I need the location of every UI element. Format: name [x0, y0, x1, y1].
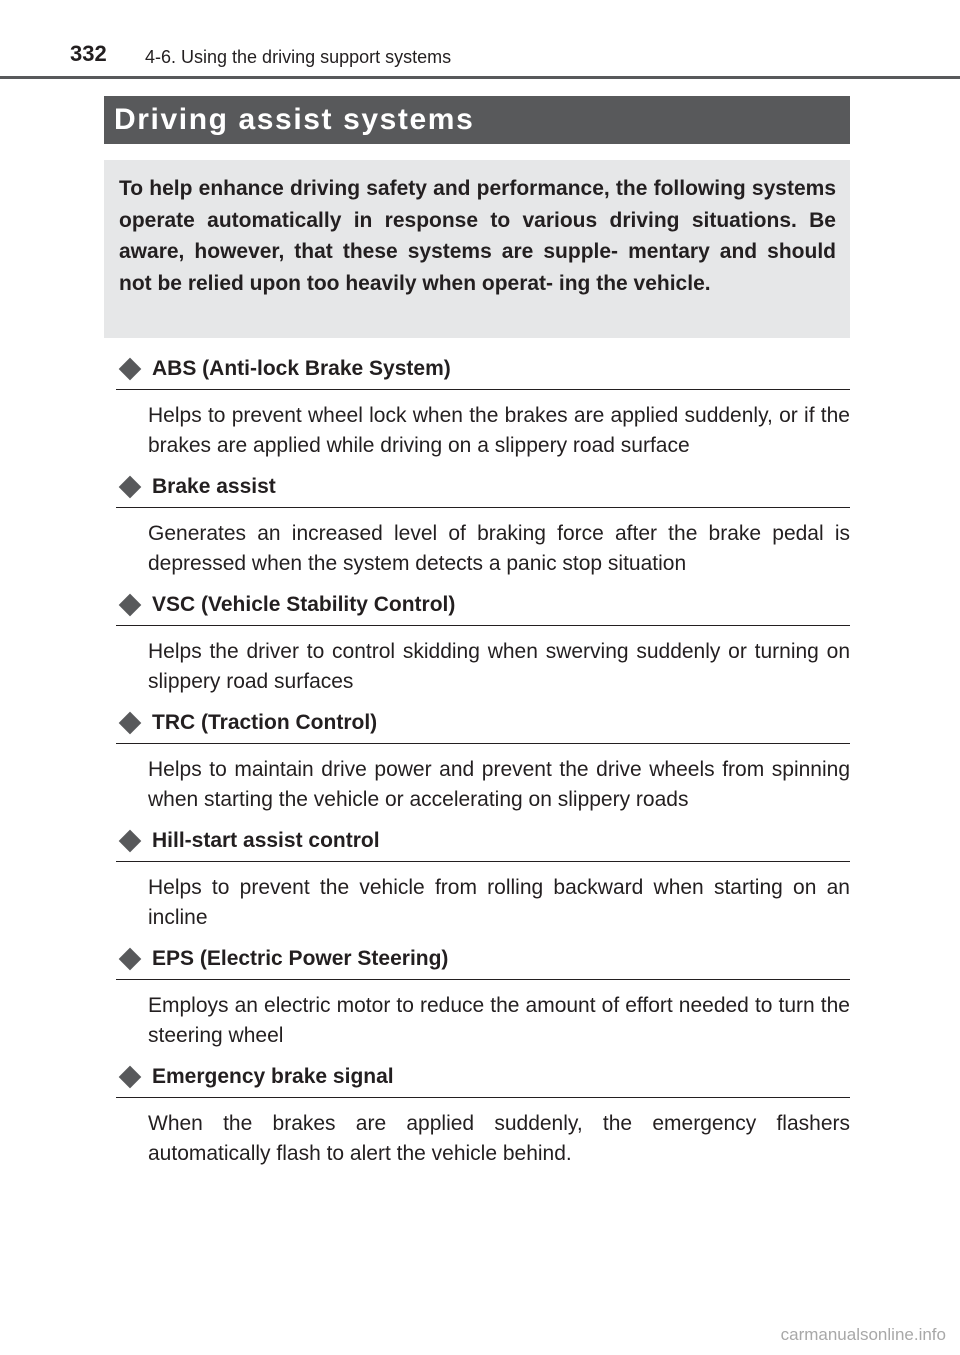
section-body: Helps to prevent the vehicle from rolling backward when starting on an incline	[148, 876, 850, 929]
section-heading	[116, 824, 850, 862]
section-title: EPS (Electric Power Steering)	[152, 946, 449, 970]
section-hill-start	[116, 824, 850, 933]
page-title: Driving assist systems	[114, 103, 475, 136]
section-title: Emergency brake signal	[152, 1064, 394, 1088]
diamond-bullet-icon	[119, 947, 142, 970]
section-body: Helps to maintain drive power and prevent the drive wheels from spinning when starting the vehicle or accelerating on slippery roads	[148, 758, 850, 811]
section-vsc	[116, 588, 850, 697]
section-body: Employs an electric motor to reduce the amount of effort needed to turn the steering wheel	[148, 994, 850, 1047]
section-eps	[116, 942, 850, 1051]
section-heading	[116, 706, 850, 744]
section-heading	[116, 1060, 850, 1098]
section-body: Generates an increased level of braking force after the brake pedal is depressed when the system detects a panic stop situation	[148, 522, 850, 575]
running-header: 4-6. Using the driving support systems	[145, 47, 452, 67]
section-abs	[116, 352, 850, 461]
diamond-bullet-icon	[119, 711, 142, 734]
watermark: carmanualsonline.info	[780, 1325, 946, 1344]
section-heading	[116, 588, 850, 626]
section-heading	[116, 470, 850, 508]
section-title: Hill-start assist control	[152, 828, 380, 852]
section-emergency-brake-signal	[116, 1060, 850, 1169]
diamond-bullet-icon	[119, 1065, 142, 1088]
diamond-bullet-icon	[119, 593, 142, 616]
page-title-bar	[104, 96, 850, 144]
page-number: 332	[70, 41, 107, 66]
diamond-bullet-icon	[119, 357, 142, 380]
section-trc	[116, 706, 850, 815]
section-title: TRC (Traction Control)	[152, 710, 378, 734]
section-title: Brake assist	[152, 474, 276, 498]
diamond-bullet-icon	[119, 829, 142, 852]
section-brake-assist	[116, 470, 850, 579]
section-body: Helps to prevent wheel lock when the brakes are applied suddenly, or if the brakes are applied while driving on a slippery road surface	[148, 404, 850, 457]
section-heading	[116, 352, 850, 390]
section-title: VSC (Vehicle Stability Control)	[152, 592, 456, 616]
section-title: ABS (Anti-lock Brake System)	[152, 356, 451, 380]
section-heading	[116, 942, 850, 980]
section-body: When the brakes are applied suddenly, the emergency flashers automatically flash to alert the vehicle behind.	[148, 1112, 850, 1165]
diamond-bullet-icon	[119, 475, 142, 498]
section-body: Helps the driver to control skidding when swerving suddenly or turning on slippery road surfaces	[148, 640, 850, 693]
header-rule	[0, 76, 960, 79]
intro-box: To help enhance driving safety and performance, the following systems operate automatically in response to various driving situations. Be aware, however, that these systems are supple- mentary and should not be relied upon too heavily when operat- ing the vehicle.	[104, 160, 850, 338]
